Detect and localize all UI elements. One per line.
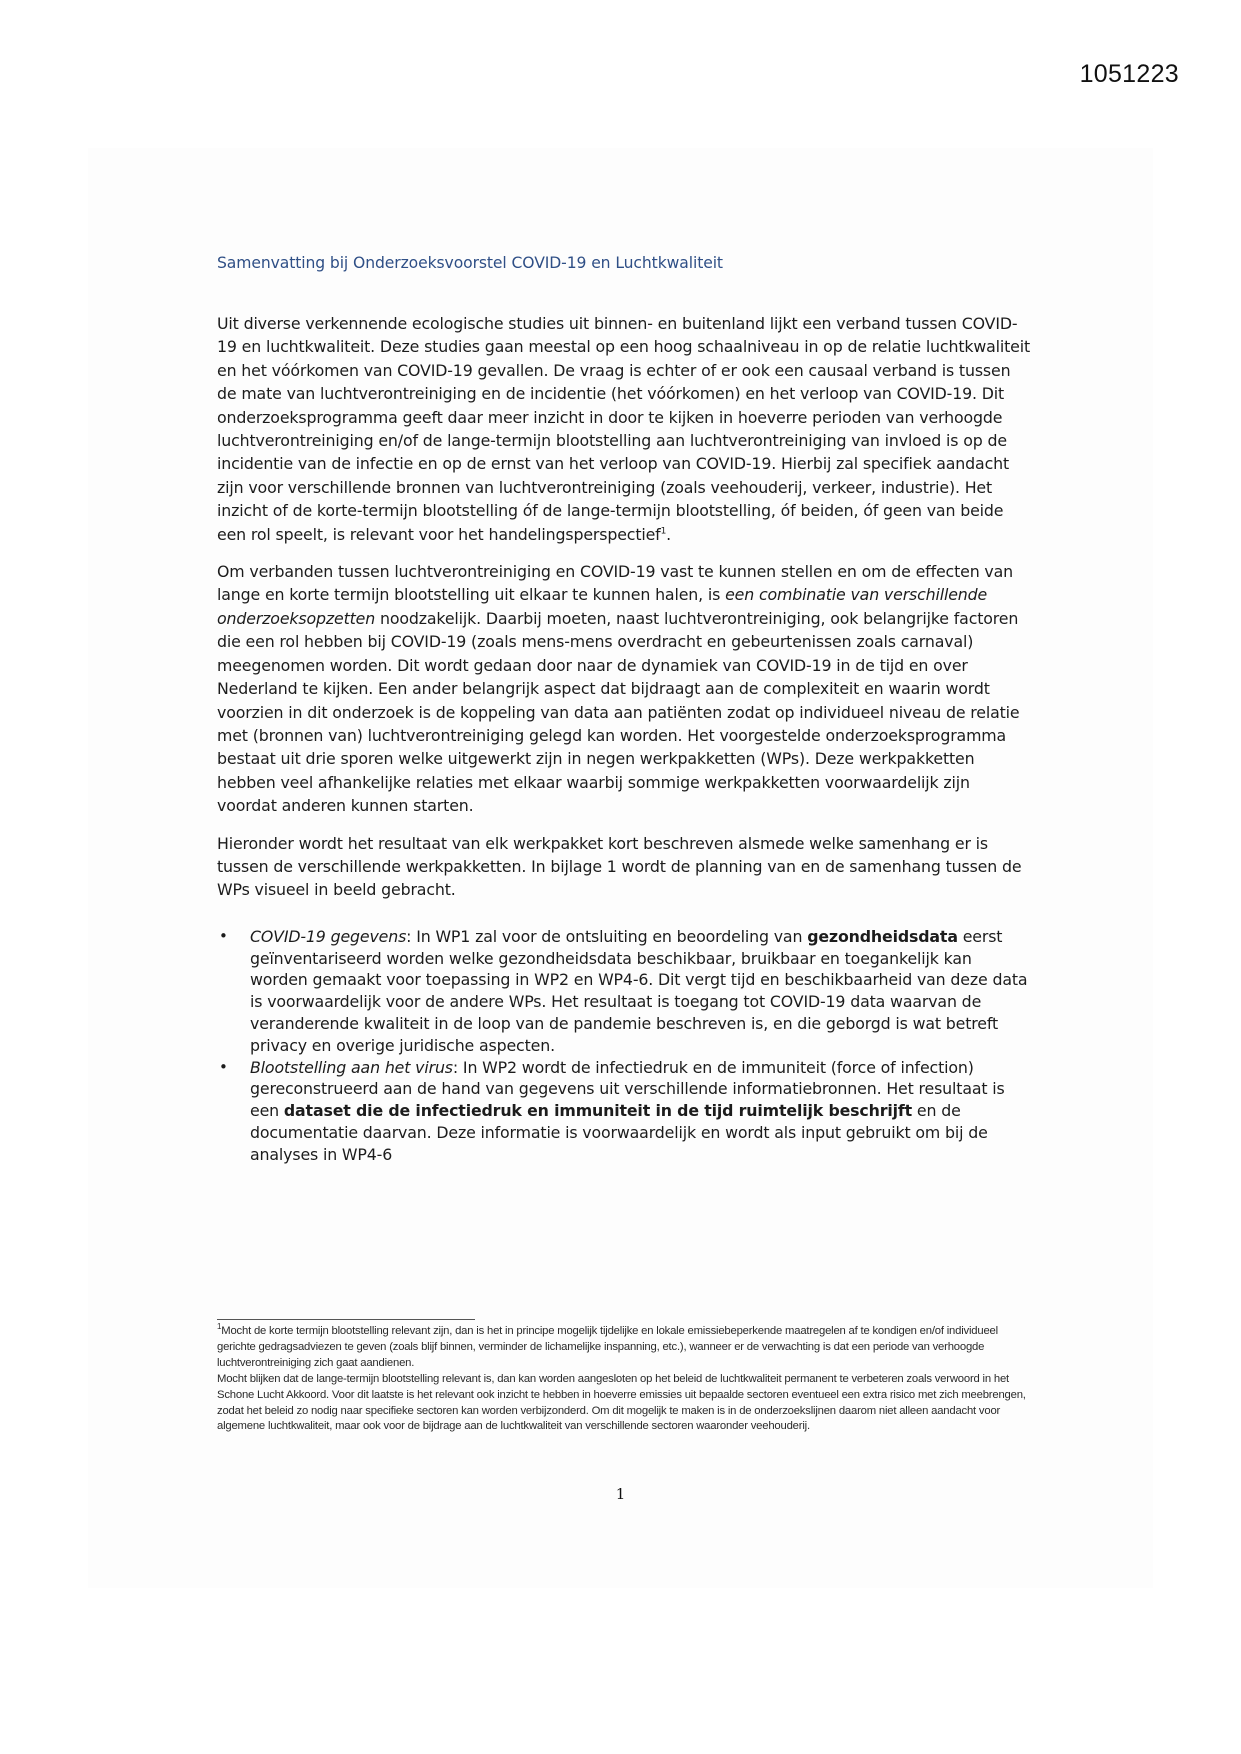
footnote-text: Mocht de korte termijn blootstelling relevant zijn, dan is het in principe mogelijk tijdelijke en lokale emissiebeperkende maatregelen af te kondigen en/of individueel gerichte gedragsadviezen te geven (zoals blijf binnen, verminder de lichamelijke inspanning, etc.), wanneer er de verwachting is dat een periode van verhoogde luchtverontreiniging zich gaat aandienen. — [217, 1325, 998, 1369]
paragraph-end-punct: . — [666, 524, 672, 544]
list-item-label: Blootstelling aan het virus — [250, 1057, 453, 1077]
footnote-reference[interactable]: 1 — [660, 526, 667, 537]
paragraph-overview: Hieronder wordt het resultaat van elk werkpakket kort beschreven alsmede welke samenhang er is tussen de verschillende werkpakketten. In bijlage 1 wordt de planning van en de samenhang tussen de WPs visueel in beeld gebracht. — [217, 833, 1022, 900]
paragraph-methods-text-a: Om verbanden tussen luchtverontreiniging en COVID-19 vast te kunnen stellen en om de effecten van lange en korte termijn blootstelling uit elkaar te kunnen halen, is — [217, 562, 1014, 605]
paragraph-intro — [217, 312, 1032, 546]
list-item-text: eerst geïnventariseerd worden welke gezondheidsdata beschikbaar, bruikbaar en toegankelijk kan worden gemaakt voor toepassing in WP2 en WP4-6. Dit vergt tijd en beschikbaarheid van deze data is voorwaardelijk voor de andere WPs. Het resultaat is toegang tot COVID-19 data waarvan de veranderende kwaliteit in de loop van de pandemie beschreven is, en die geborgd is wat betreft privacy en overige juridische aspecten. — [250, 926, 1028, 1055]
paragraph-methods — [217, 560, 1032, 817]
list-item-bold: gezondheidsdata — [807, 926, 958, 946]
paragraph-methods-text-b: noodzakelijk. Daarbij moeten, naast luchtverontreiniging, ook belangrijke factoren die een rol hebben bij COVID-19 (zoals mens-mens overdracht en gebeurtenissen zoals carnaval) meegenomen worden. Dit wordt gedaan door naar de dynamiek van COVID-19 in de tijd en over Nederland te kijken. Een ander belangrijk aspect dat bijdraagt aan de complexiteit en waarin wordt voorzien in dit onderzoek is de koppeling van data aan patiënten zodat op individueel niveau de relatie met (bronnen van) luchtverontreiniging gelegd kan worden. Het voorgestelde onderzoeksprogramma bestaat uit drie sporen welke uitgewerkt zijn in negen werkpakketten (WPs). Deze werkpakketten hebben veel afhankelijke relaties met elkaar waarbij sommige werkpakketten voorwaardelijk zijn voordat anderen kunnen starten. — [217, 608, 1020, 816]
list-item-text: en de documentatie daarvan. Deze informatie is voorwaardelijk en wordt als input gebruikt om bij de analyses in WP4-6 — [250, 1101, 988, 1164]
paragraph-intro-text: Uit diverse verkennende ecologische studies uit binnen- en buitenland lijkt een verband tussen COVID-19 en luchtkwaliteit. Deze studies gaan meestal op een hoog schaalniveau in op de relatie luchtkwaliteit en het vóórkomen van COVID-19 gevallen. De vraag is echter of er ook een causaal verband is tussen de mate van luchtverontreiniging en de incidentie (het vóórkomen) en het verloop van COVID-19. Dit onderzoeksprogramma geeft daar meer inzicht in door te kijken in hoeverre perioden van verhoogde luchtverontreiniging en/of de lange-termijn blootstelling aan luchtverontreiniging van invloed is op de incidentie van de infectie en op de ernst van het verloop van COVID-19. Hierbij zal specifiek aandacht zijn voor verschillende bronnen van luchtverontreiniging (zoals veehouderij, verkeer, industrie). Het inzicht of de korte-termijn blootstelling óf de lange-termijn blootstelling, óf beiden, óf geen van beide een rol speelt, is relevant voor het handelingsperspectief — [217, 314, 1031, 544]
footnotes — [217, 1324, 1037, 1435]
document-body — [217, 254, 1032, 1166]
list-item-text: : In WP1 zal voor de ontsluiting en beoordeling van — [406, 926, 808, 946]
footnote-marker: 1 — [217, 1322, 222, 1332]
paragraph-methods-emphasis: een combinatie van verschillende onderzoeksopzetten — [217, 585, 988, 628]
list-item — [217, 1057, 1032, 1166]
bullet-icon: • — [219, 1057, 228, 1076]
list-item-label: COVID-19 gegevens — [250, 926, 407, 946]
footnote-1 — [217, 1324, 1037, 1372]
page-title: Samenvatting bij Onderzoeksvoorstel COVID-19 en Luchtkwaliteit — [217, 254, 723, 272]
list-item-text: : In WP2 wordt de infectiedruk en de immuniteit (force of infection) gereconstrueerd aan de hand van gegevens uit verschillende informatiebronnen. Het resultaat is een — [250, 1057, 1005, 1121]
page-number: 1 — [615, 1485, 626, 1503]
footnote-divider — [217, 1319, 475, 1320]
document-id: 1051223 — [1079, 60, 1179, 88]
footnote-1-continued: Mocht blijken dat de lange-termijn blootstelling relevant is, dan kan worden aangesloten op het beleid de luchtkwaliteit permanent te verbeteren zoals verwoord in het Schone Lucht Akkoord. Voor dit laatste is het relevant ook inzicht te hebben in hoeverre emissies uit bepaalde sectoren eventueel een extra risico met zich meebrengen, zodat het beleid zo nodig naar specifieke sectoren kan worden verbijzonderd. Om dit mogelijk te maken is in de onderzoekslijnen daarom niet alleen aandacht voor algemene luchtkwaliteit, maar ook voor de bijdrage aan de luchtkwaliteit van verschillende sectoren waaronder veehouderij. — [217, 1372, 1026, 1433]
list-item-bold: dataset die de infectiedruk en immuniteit in de tijd ruimtelijk beschrijft — [283, 1101, 913, 1121]
list-item — [217, 926, 1032, 1057]
bullet-icon: • — [219, 926, 228, 945]
workpackage-list — [217, 926, 1032, 1166]
